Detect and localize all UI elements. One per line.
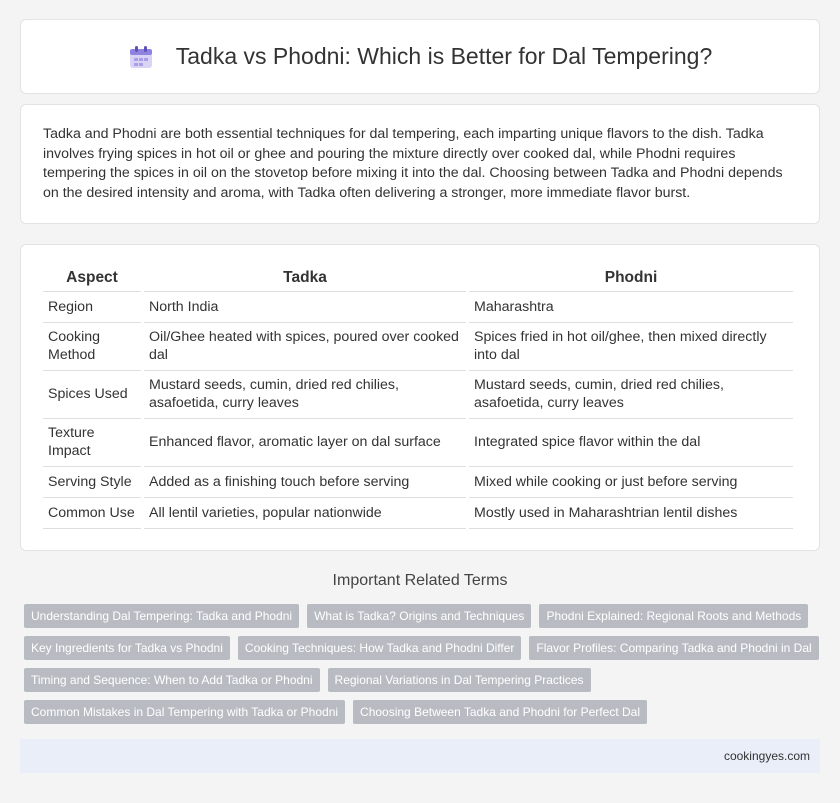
related-terms-tags: [24, 604, 824, 732]
tag-row: [24, 700, 824, 724]
related-term-tag[interactable]: Phodni Explained: Regional Roots and Methods: [539, 604, 808, 628]
table-cell: Spices fried in hot oil/ghee, then mixed directly into dal: [469, 323, 793, 371]
table-cell: Spices Used: [43, 371, 141, 419]
table-cell: Added as a finishing touch before serving: [144, 467, 466, 498]
related-term-tag[interactable]: Understanding Dal Tempering: Tadka and Phodni: [24, 604, 299, 628]
table-cell: Texture Impact: [43, 419, 141, 467]
related-term-tag[interactable]: Common Mistakes in Dal Tempering with Tadka or Phodni: [24, 700, 345, 724]
table-cell: Maharashtra: [469, 292, 793, 323]
table-row: [43, 498, 793, 529]
table-row: [43, 323, 793, 371]
related-term-tag[interactable]: Key Ingredients for Tadka vs Phodni: [24, 636, 230, 660]
table-cell: Oil/Ghee heated with spices, poured over cooked dal: [144, 323, 466, 371]
related-term-tag[interactable]: Regional Variations in Dal Tempering Practices: [328, 668, 591, 692]
column-header-tadka: Tadka: [144, 265, 466, 292]
table-cell: Mustard seeds, cumin, dried red chilies, asafoetida, curry leaves: [469, 371, 793, 419]
table-cell: Region: [43, 292, 141, 323]
header-card: [20, 19, 820, 94]
tag-row: [24, 604, 824, 628]
tag-row: [24, 668, 824, 692]
related-term-tag[interactable]: Flavor Profiles: Comparing Tadka and Phodni in Dal: [529, 636, 818, 660]
table-row: [43, 292, 793, 323]
intro-card: [20, 104, 820, 224]
comparison-table-card: [20, 244, 820, 551]
page-title: Tadka vs Phodni: Which is Better for Dal Tempering?: [175, 43, 713, 69]
footer-site-name[interactable]: cookingyes.com: [723, 749, 810, 763]
table-cell: Serving Style: [43, 467, 141, 498]
tag-row: [24, 636, 824, 660]
table-cell: North India: [144, 292, 466, 323]
table-cell: Mixed while cooking or just before serving: [469, 467, 793, 498]
related-term-tag[interactable]: Cooking Techniques: How Tadka and Phodni Differ: [238, 636, 522, 660]
intro-text: Tadka and Phodni are both essential techniques for dal tempering, each imparting unique flavors to the dish. Tadka involves frying spices in hot oil or ghee and pouring the mixture directly over cooked dal, while Phodni requires tempering the spices in oil on the stovetop before mixing it into the dal. Choosing between Tadka and Phodni depends on the desired intensity and aroma, with Tadka often delivering a stronger, more immediate flavor burst.: [43, 126, 783, 201]
column-header-aspect: Aspect: [43, 265, 141, 292]
table-row: [43, 419, 793, 467]
table-row: [43, 467, 793, 498]
table-cell: Mostly used in Maharashtrian lentil dishes: [469, 498, 793, 529]
table-row: [43, 371, 793, 419]
related-term-tag[interactable]: What is Tadka? Origins and Techniques: [307, 604, 531, 628]
table-cell: Common Use: [43, 498, 141, 529]
table-cell: All lentil varieties, popular nationwide: [144, 498, 466, 529]
column-header-phodni: Phodni: [469, 265, 793, 292]
table-cell: Integrated spice flavor within the dal: [469, 419, 793, 467]
related-term-tag[interactable]: Timing and Sequence: When to Add Tadka or Phodni: [24, 668, 320, 692]
comparison-table: [40, 265, 796, 529]
table-cell: Mustard seeds, cumin, dried red chilies, asafoetida, curry leaves: [144, 371, 466, 419]
calendar-icon: [128, 45, 154, 69]
table-cell: Enhanced flavor, aromatic layer on dal surface: [144, 419, 466, 467]
related-term-tag[interactable]: Choosing Between Tadka and Phodni for Perfect Dal: [353, 700, 647, 724]
footer: [20, 739, 820, 773]
table-cell: Cooking Method: [43, 323, 141, 371]
related-terms-title: Important Related Terms: [332, 572, 508, 589]
